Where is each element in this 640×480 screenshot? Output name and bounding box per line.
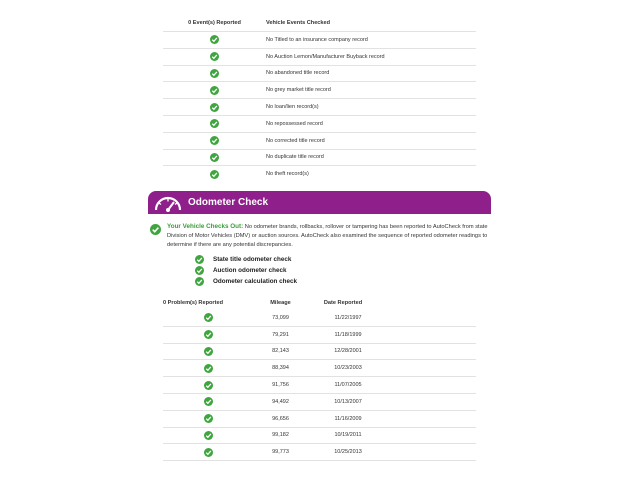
odometer-row [163,444,476,461]
check-icon [204,431,213,440]
date-reported-value: 10/19/2011 [334,432,362,439]
date-reported-value: 12/28/2001 [334,348,362,355]
check-icon [210,170,219,179]
mileage-value: 94,492 [272,398,289,405]
odometer-summary [150,222,490,250]
check-icon [210,119,219,128]
odometer-check-label: Auction odometer check [213,267,287,274]
check-icon [204,330,213,339]
event-row [163,115,476,132]
speedometer-icon [153,194,183,212]
event-label: No Auction Lemon/Manufacturer Buyback record [266,53,385,60]
date-reported-value: 10/25/2013 [334,449,362,456]
summary-body: No odometer brands, rollbacks, rollover or tampering has been reported to AutoCheck from state Division of Motor Vehicles (DMV) or auction sources. AutoCheck also examined the sequence of reported odometer readings to determine if there are any potential discrepancies. [167,224,488,248]
check-icon [210,103,219,112]
odometer-table-header [163,296,476,310]
date-reported-value: 10/13/2007 [334,398,362,405]
odometer-row [163,394,476,411]
event-row [163,81,476,98]
mileage-header: Mileage [270,300,291,306]
mileage-value: 73,099 [272,314,289,321]
check-icon [204,313,213,322]
summary-lead: Your Vehicle Checks Out: [167,223,244,230]
check-icon [210,136,219,145]
date-reported-value: 11/16/2009 [334,415,362,422]
odometer-row [163,428,476,445]
date-reported-value: 10/23/2003 [334,365,362,372]
date-reported-value: 11/22/1997 [334,314,362,321]
vehicle-events-table [163,14,476,182]
mileage-value: 96,656 [272,415,289,422]
event-row [163,98,476,115]
mileage-value: 79,291 [272,331,289,338]
events-count-header: 0 Event(s) Reported [188,19,241,26]
odometer-check-item [195,276,297,287]
check-icon [210,35,219,44]
check-icon [204,397,213,406]
check-icon [210,153,219,162]
mileage-value: 91,756 [272,382,289,389]
check-icon [195,277,204,286]
odometer-check-label: State title odometer check [213,256,292,263]
summary-text [167,222,490,250]
check-icon [195,266,204,275]
odometer-check-banner [148,191,491,214]
check-icon [210,86,219,95]
date-reported-value: 11/07/2005 [334,382,362,389]
check-icon [204,381,213,390]
check-icon [195,255,204,264]
odometer-row [163,411,476,428]
event-row [163,132,476,149]
odometer-check-list [195,254,297,287]
odometer-check-label: Odometer calculation check [213,278,297,285]
odometer-row [163,360,476,377]
date-reported-value: 11/18/1999 [334,331,362,338]
check-icon [210,52,219,61]
mileage-value: 82,143 [272,348,289,355]
check-icon [210,69,219,78]
check-icon [204,364,213,373]
event-row [163,149,476,166]
check-icon [204,448,213,457]
odometer-row [163,344,476,361]
events-checked-header: Vehicle Events Checked [266,19,331,26]
odometer-readings-table [163,296,476,461]
event-row [163,31,476,48]
mileage-value: 88,394 [272,365,289,372]
odometer-row [163,377,476,394]
problems-header: 0 Problem(s) Reported [163,300,223,306]
odometer-row [163,310,476,327]
event-label: No loan/lien record(s) [266,104,319,111]
event-row [163,48,476,65]
odometer-row [163,327,476,344]
mileage-value: 99,773 [272,449,289,456]
events-table-header [163,14,476,31]
check-icon [204,414,213,423]
date-reported-header: Date Reported [323,300,363,306]
event-label: No abandoned title record [266,70,330,77]
event-label: No Titled to an insurance company record [266,36,368,43]
event-label: No repossessed record [266,120,323,127]
mileage-value: 99,182 [272,432,289,439]
odometer-check-item [195,254,297,265]
event-label: No duplicate title record [266,154,324,161]
banner-title: Odometer Check [188,197,269,208]
event-label: No theft record(s) [266,171,309,178]
event-label: No grey market title record [266,87,331,94]
event-row [163,65,476,82]
event-label: No corrected title record [266,137,325,144]
summary-check-icon [150,222,161,240]
event-row [163,165,476,182]
check-icon [204,347,213,356]
odometer-check-item [195,265,297,276]
